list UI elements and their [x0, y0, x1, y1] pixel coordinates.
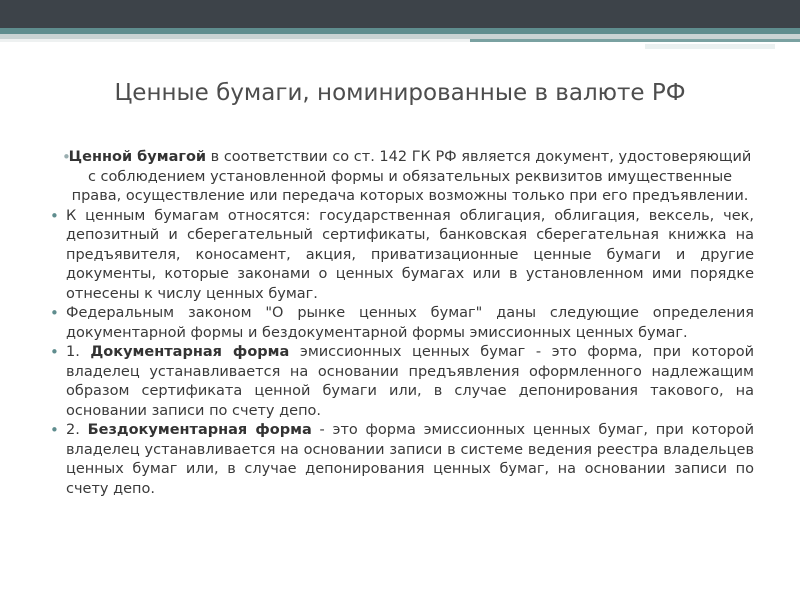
header-white-stripe-right	[645, 44, 775, 49]
item-text: эмиссионных ценных бумаг - это форма, при которой владелец устанавливается на основании предъявления оформленного надлежащим образом сертификата ценной бумаги или, в случае депонирования такового, на основании записи по счету депо.	[66, 344, 754, 419]
item-text: К ценным бумагам относятся: государственная облигация, облигация, вексель, чек, депозитный и сберегательный сертификаты, банковская сберегательная книжка на предъявителя, коносамент, акция, приватизационные ценные бумаги и другие документы, которые законами о ценных бумагах или в установленном ими порядке отнесены к числу ценных бумаг.	[66, 207, 754, 302]
list-item-definition	[50, 148, 754, 207]
bullet-icon: •	[50, 206, 59, 225]
item-prefix: 1.	[66, 344, 91, 360]
item-text: - это форма эмиссионных ценных бумаг, при которой владелец устанавливается на основании записи в системе ведения реестра владельцев ценных бумаг или, в случае депонирования ценных бумаг, на основании записи по счету депо.	[66, 422, 754, 497]
slide-title: Ценные бумаги, номинированные в валюте РФ	[114, 80, 686, 106]
term-bold: Документарная форма	[90, 344, 290, 360]
term-bold: Бездокументарная форма	[87, 422, 312, 438]
item-text: Федеральным законом "О рынке ценных бумаг" даны следующие определения документарной формы и бездокументарной формы эмиссионных ценных бумаг.	[66, 305, 754, 341]
header-teal-stripe-right	[470, 39, 800, 42]
item-text: в соответствии со ст. 142 ГК РФ является документ, удостоверяющий с соблюдением установленной формы и обязательных реквизитов имущественные права, осуществление или передача которых возможны только при его предъявлении.	[71, 149, 752, 204]
list-item-federal-law	[50, 304, 754, 343]
term-bold: Ценной бумагой	[68, 149, 207, 165]
bullet-icon: •	[50, 421, 59, 439]
slide-content	[50, 148, 754, 499]
item-prefix: 2.	[66, 422, 88, 438]
list-item-securities-list	[50, 207, 754, 305]
bullet-icon: •	[50, 304, 59, 322]
bullet-icon: •	[50, 343, 59, 361]
list-item-non-documentary-form	[50, 421, 754, 499]
bullet-icon: •	[62, 148, 71, 166]
header-white-stripe	[0, 39, 470, 42]
list-item-documentary-form	[50, 343, 754, 421]
header-dark-band	[0, 0, 800, 28]
